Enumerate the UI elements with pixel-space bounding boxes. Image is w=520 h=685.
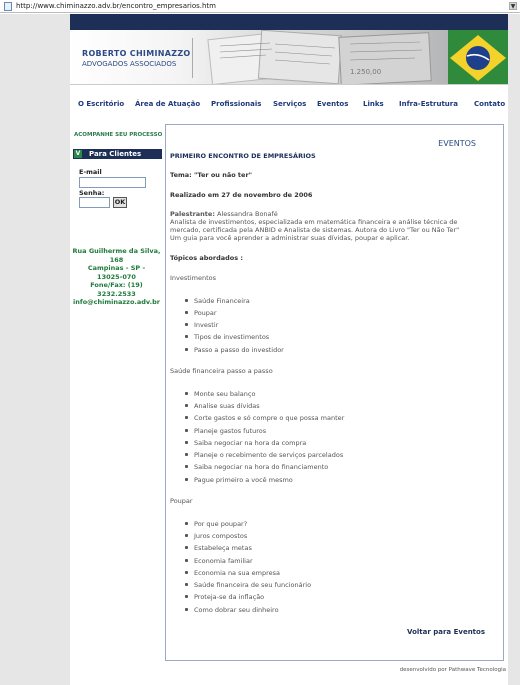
list-item-label: Saúde financeira de seu funcionário [194, 581, 312, 589]
address-bar[interactable] [0, 0, 520, 13]
list-item-label: Planeje o recebimento de serviços parcelados [194, 451, 344, 459]
list-item [194, 402, 260, 410]
list-item-label: Economia familiar [194, 557, 253, 565]
event-date: Realizado em 27 de novembro de 2006 [170, 191, 313, 199]
nav-item-profissionais[interactable]: Profissionais [211, 100, 262, 108]
bullet-icon [185, 311, 188, 314]
speaker-label: Palestrante: [170, 210, 215, 218]
address-line: Rua Guilherme da Silva, [72, 247, 161, 255]
main-nav [70, 86, 508, 124]
list-item [194, 346, 284, 354]
documents-image [200, 30, 450, 85]
bullet-icon [185, 546, 188, 549]
bullet-icon [185, 404, 188, 407]
topic-section-title: Saúde financeira passo a passo [170, 367, 273, 375]
clients-badge-icon: V [75, 150, 81, 157]
bullet-icon [185, 453, 188, 456]
address-line: Campinas - SP - [87, 264, 146, 272]
bullet-icon [185, 335, 188, 338]
top-strip [70, 14, 508, 30]
login-ok-button[interactable]: OK [114, 198, 126, 206]
speaker-name: Alessandra Bonafé [214, 210, 278, 218]
email-label: E-mail [79, 168, 102, 176]
list-item-label: Analise suas dívidas [194, 402, 260, 410]
list-item [194, 569, 280, 577]
speaker-bio-3: Um guia para você aprender a administrar suas dívidas, poupar e aplicar. [170, 234, 410, 242]
nav-item-infra-estrutura[interactable]: Infra-Estrutura [399, 100, 458, 108]
list-item-label: Como dobrar seu dinheiro [194, 606, 279, 614]
clients-header [73, 149, 162, 159]
list-item [194, 333, 269, 341]
bullet-icon [185, 608, 188, 611]
bullet-icon [185, 348, 188, 351]
svg-text:1.250,00: 1.250,00 [350, 68, 382, 76]
bullet-icon [185, 323, 188, 326]
list-item-label: Passo a passo do investidor [194, 346, 284, 354]
address-url[interactable]: http://www.chiminazzo.adv.br/encontro_empresarios.htm [16, 2, 216, 10]
bullet-icon [185, 534, 188, 537]
speaker-bio-2: mercado, certificada pela ANBID e Analista de sistemas. Autora do Livro "Ter ou Não Ter" [170, 226, 460, 234]
list-item [194, 390, 255, 398]
topics-heading: Tópicos abordados : [170, 254, 243, 262]
list-item-label: Saiba negociar na hora da compra [194, 439, 307, 447]
content-panel [165, 124, 504, 661]
list-item [194, 414, 344, 422]
track-process-link[interactable]: ACOMPANHE SEU PROCESSO [74, 132, 163, 138]
footer-credit[interactable]: desenvolvido por Pathwave Tecnologia [399, 667, 506, 673]
list-item [194, 476, 293, 484]
bullet-icon [185, 429, 188, 432]
bullet-icon [185, 478, 188, 481]
bullet-icon [185, 299, 188, 302]
phone-line: 3232.2533 [97, 289, 136, 298]
list-item [194, 297, 250, 305]
list-item-label: Investir [194, 321, 219, 329]
bullet-icon [185, 559, 188, 562]
list-item [194, 593, 264, 601]
list-item-label: Por que poupar? [194, 520, 248, 528]
list-item [194, 532, 247, 540]
list-item [194, 463, 328, 471]
list-item [194, 309, 217, 317]
list-item-label: Monte seu balanço [194, 390, 256, 398]
list-item [194, 581, 311, 589]
logo-subtitle: ADVOGADOS ASSOCIADOS [82, 60, 177, 68]
right-margin [508, 14, 520, 685]
list-item-label: Juros compostos [194, 532, 248, 540]
clients-title: Para Clientes [89, 150, 142, 158]
list-item-label: Corte gastos e só compre o que possa manter [194, 414, 345, 422]
bullet-icon [185, 441, 188, 444]
list-item [194, 520, 247, 528]
nav-item-servicos[interactable]: Serviços [273, 100, 307, 108]
password-label: Senha: [79, 189, 105, 197]
contact-address [70, 247, 163, 307]
nav-item-links[interactable]: Links [363, 100, 384, 108]
nav-item-escritorio[interactable]: O Escritório [78, 100, 125, 108]
logo-title: ROBERTO CHIMINAZZO [82, 49, 191, 58]
bullet-icon [185, 583, 188, 586]
speaker-bio-1: Analista de investimentos, especializada em matemática financeira e análise técnica de [170, 218, 458, 226]
section-title: EVENTOS [438, 139, 476, 148]
header-banner [70, 30, 508, 85]
left-margin [0, 14, 70, 685]
list-item-label: Estabeleça metas [194, 544, 252, 552]
list-item-label: Proteja-se da inflação [194, 593, 265, 601]
bullet-icon [185, 571, 188, 574]
topic-section-title: Poupar [170, 497, 193, 505]
brazil-flag-image [448, 30, 508, 85]
list-item [194, 544, 252, 552]
back-to-events-link[interactable]: Voltar para Eventos [407, 628, 485, 636]
bullet-icon [185, 416, 188, 419]
phone-line: Fone/Fax: (19) [90, 281, 143, 289]
list-item-label: Poupar [194, 309, 217, 317]
logo-divider [192, 38, 193, 78]
list-item [194, 427, 266, 435]
list-item-label: Tipos de investimentos [194, 333, 270, 341]
bullet-icon [185, 465, 188, 468]
list-item-label: Economia na sua empresa [194, 569, 281, 577]
bullet-icon [185, 522, 188, 525]
page-icon [4, 2, 12, 11]
sidebar [70, 124, 163, 654]
topic-section-title: Investimentos [170, 274, 216, 282]
list-item [194, 439, 306, 447]
nav-item-eventos[interactable]: Eventos [317, 100, 349, 108]
nav-item-contato[interactable]: Contato [474, 100, 506, 108]
list-item [194, 321, 218, 329]
list-item-label: Pague primeiro a você mesmo [194, 476, 293, 484]
list-item-label: Planeje gastos futuros [194, 427, 267, 435]
address-dropdown-arrow-icon[interactable]: ▼ [510, 3, 516, 10]
nav-item-area-atuacao[interactable]: Área de Atuação [135, 100, 201, 108]
email-link[interactable]: info@chiminazzo.adv.br [73, 298, 160, 306]
list-item [194, 451, 343, 459]
event-heading: PRIMEIRO ENCONTRO DE EMPRESÁRIOS [170, 152, 316, 160]
bullet-icon [185, 595, 188, 598]
list-item-label: Saiba negociar na hora do financiamento [194, 463, 329, 471]
address-line: 13025-070 [97, 272, 136, 281]
email-input[interactable] [79, 177, 146, 188]
bullet-icon [185, 392, 188, 395]
address-line: 168 [109, 255, 124, 264]
event-theme: Tema: "Ter ou não ter" [170, 171, 253, 179]
password-input[interactable] [79, 197, 110, 208]
list-item [194, 606, 279, 614]
list-item [194, 557, 253, 565]
list-item-label: Saúde Financeira [194, 297, 250, 305]
